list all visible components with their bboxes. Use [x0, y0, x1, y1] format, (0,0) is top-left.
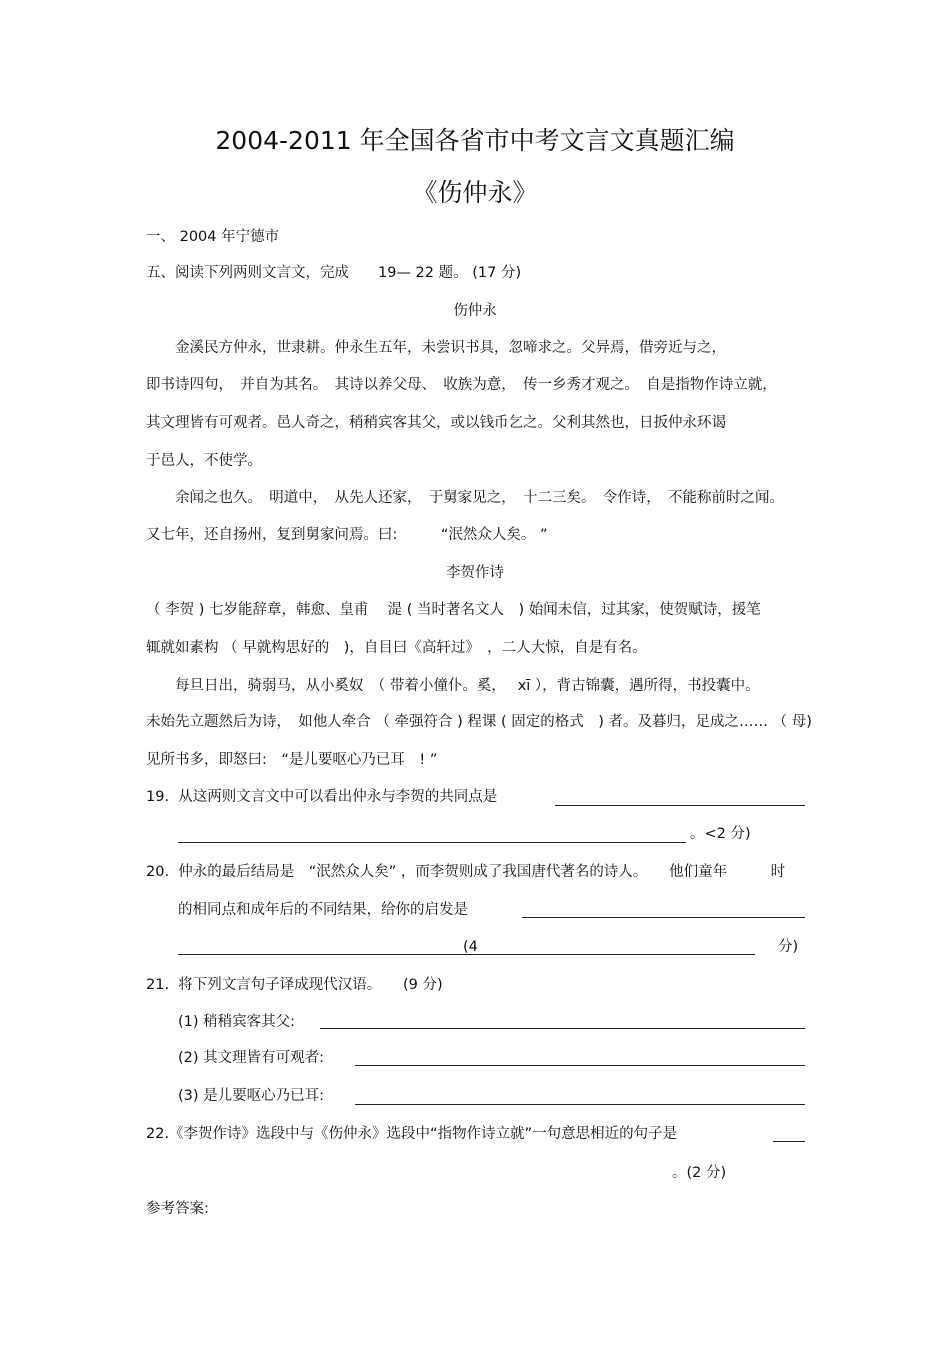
passage1-title: 伤仲永 [453, 303, 497, 319]
document-title: 2004-2011 年全国各省市中考文言文真题汇编 [215, 126, 735, 155]
passage1-line: 于邑人，不使学。 [146, 453, 262, 469]
question-19-score: 。<2 分) [690, 826, 751, 842]
passage2-title: 李贺作诗 [446, 565, 504, 581]
answer-blank[interactable] [773, 1141, 805, 1142]
question-21-item: (1) 稍稍宾客其父: [178, 1014, 296, 1030]
passage1-line: 又七年，还自扬州，复到舅家问焉。曰: “泯然众人矣。 ” [146, 527, 548, 543]
question-20-score-close: 分) [778, 939, 799, 955]
answer-blank[interactable] [320, 1028, 805, 1029]
answer-blank[interactable] [355, 1104, 805, 1105]
answer-blank[interactable] [355, 1065, 805, 1066]
question-21-item: (3) 是儿要呕心乃已耳: [178, 1088, 325, 1104]
question-20-line2: 的相同点和成年后的不同结果，给你的启发是 [178, 902, 468, 918]
passage1-line: 其文理皆有可观者。邑人奇之，稍稍宾客其父，或以钱币乞之。父利其然也，日扳仲永环谒 [146, 415, 726, 431]
question-20-score-open: (4 [463, 939, 478, 955]
passage2-line: 未始先立题然后为诗， 如他人牵合 （ 牵强符合 ) 程课 ( 固定的格式 ) 者。及暮归，足成之…… （ 母) [146, 714, 812, 730]
document-subtitle: 《伤仲永》 [412, 178, 538, 207]
answer-label: 参考答案: [146, 1201, 209, 1217]
question-22-score: 。(2 分) [672, 1165, 727, 1181]
answer-blank[interactable] [522, 917, 805, 918]
section-label: 一、 2004 年宁德市 [146, 229, 280, 245]
passage1-line: 金溪民方仲永，世隶耕。仲永生五年，未尝识书具，忽啼求之。父异焉，借旁近与之， [146, 340, 726, 356]
answer-blank[interactable] [555, 805, 805, 806]
question-intro: 五、阅读下列两则文言文，完成 19— 22 题。 (17 分) [146, 265, 522, 281]
question-20-line1: 20. 仲永的最后结局是 “泯然众人矣” ，而李贺则成了我国唐代著名的诗人。 他们童年 时 [146, 864, 786, 880]
question-21-item: (2) 其文理皆有可观者: [178, 1050, 325, 1066]
passage2-line: （ 李贺 ) 七岁能辞章，韩愈、皇甫 湜 ( 当时著名文人 ) 始闻未信，过其家，使贺赋诗，援笔 [146, 602, 761, 618]
passage2-line: 见所书多，即怒曰: “是儿要呕心乃已耳 ! ” [146, 752, 438, 768]
answer-blank[interactable] [178, 842, 686, 843]
question-22: 22.《李贺作诗》选段中与《伤仲永》选段中“指物作诗立就”一句意思相近的句子是 [146, 1126, 678, 1142]
passage1-line: 余闻之也久。 明道中， 从先人还家， 于舅家见之， 十二三矣。 令作诗， 不能称前时之闻。 [146, 490, 784, 506]
question-19: 19. 从这两则文言文中可以看出仲永与李贺的共同点是 [146, 789, 498, 805]
question-21: 21. 将下列文言句子译成现代汉语。 (9 分) [146, 977, 443, 993]
passage2-line: 每旦日出，骑弱马，从小奚奴 （ 带着小僮仆。奚， xī ），背古锦囊，遇所得，书投囊中。 [146, 678, 760, 694]
passage1-line: 即书诗四句， 并自为其名。 其诗以养父母、 收族为意， 传一乡秀才观之。 自是指物作诗立就， [146, 377, 777, 393]
passage2-line: 辄就如素构 （ 早就构思好的 )，自目曰《高轩过》 ，二人大惊，自是有名。 [146, 640, 647, 656]
